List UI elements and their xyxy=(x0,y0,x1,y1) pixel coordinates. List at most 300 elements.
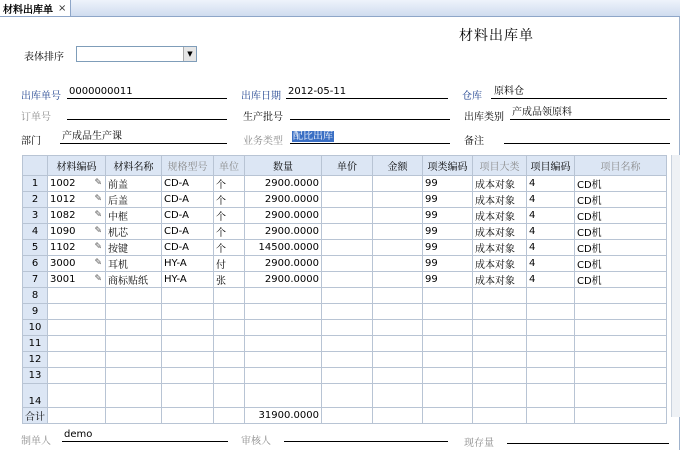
quantity-cell[interactable] xyxy=(245,384,322,408)
chevron-down-icon[interactable]: ▼ xyxy=(183,47,196,61)
unit-cell-text: 个 xyxy=(216,228,226,239)
quantity-cell[interactable] xyxy=(245,288,322,304)
project-name-cell[interactable] xyxy=(575,272,667,288)
amount-cell[interactable] xyxy=(373,240,423,256)
material-name-cell[interactable] xyxy=(106,368,162,384)
project-class-cell[interactable] xyxy=(473,176,527,192)
category-code-cell[interactable] xyxy=(423,192,473,208)
warehouse-field[interactable]: 原料仓 xyxy=(491,85,667,99)
spec-cell[interactable] xyxy=(162,336,214,352)
category-code-cell[interactable] xyxy=(423,272,473,288)
total-empty-cell xyxy=(527,408,575,424)
material-code-cell[interactable] xyxy=(48,256,106,272)
spec-cell-text: CD-A xyxy=(164,210,189,221)
project-class-cell-text: 成本对象 xyxy=(475,244,515,255)
project-class-cell[interactable] xyxy=(473,336,527,352)
amount-header[interactable]: 金额 xyxy=(373,156,423,176)
unit-price-cell[interactable] xyxy=(322,176,373,192)
material-code-cell-text: 1090 xyxy=(50,226,76,237)
table-row[interactable] xyxy=(23,192,667,208)
close-icon[interactable]: × xyxy=(58,2,67,14)
material-name-cell[interactable] xyxy=(106,384,162,408)
vertical-scrollbar[interactable] xyxy=(671,155,680,417)
date-field[interactable]: 2012-05-11 xyxy=(286,85,448,99)
row-number-text: 14 xyxy=(28,396,42,407)
unit-price-header[interactable]: 单价 xyxy=(322,156,373,176)
spec-cell[interactable] xyxy=(162,272,214,288)
row-number-text: 3 xyxy=(31,210,39,221)
material-code-cell[interactable] xyxy=(48,304,106,320)
project-class-cell[interactable] xyxy=(473,368,527,384)
project-code-cell[interactable] xyxy=(527,384,575,408)
category-code-cell[interactable] xyxy=(423,208,473,224)
auditor-label: 审核人 xyxy=(241,436,271,447)
category-code-cell-text: 99 xyxy=(425,178,438,189)
amount-cell[interactable] xyxy=(373,288,423,304)
material-name-header[interactable]: 材料名称 xyxy=(106,156,162,176)
material-code-cell[interactable] xyxy=(48,288,106,304)
project-name-cell[interactable] xyxy=(575,240,667,256)
project-name-cell-text: CD机 xyxy=(577,244,602,255)
spec-cell[interactable] xyxy=(162,192,214,208)
project-code-cell[interactable] xyxy=(527,176,575,192)
material-code-cell-text: 3001 xyxy=(50,274,76,285)
quantity-cell[interactable] xyxy=(245,320,322,336)
total-empty-cell xyxy=(423,408,473,424)
material-code-cell[interactable] xyxy=(48,208,106,224)
project-code-cell-text: 4 xyxy=(529,274,536,285)
row-number-text: 8 xyxy=(31,290,39,301)
project-code-cell[interactable] xyxy=(527,368,575,384)
sort-select[interactable] xyxy=(76,46,197,62)
table-row[interactable] xyxy=(23,272,667,288)
project-name-cell[interactable] xyxy=(575,304,667,320)
unit-cell[interactable] xyxy=(214,176,245,192)
material-name-cell[interactable] xyxy=(106,336,162,352)
unit-cell[interactable] xyxy=(214,224,245,240)
row-number-text: 10 xyxy=(28,322,42,333)
category-code-cell-text: 99 xyxy=(425,274,438,285)
quantity-cell[interactable] xyxy=(245,336,322,352)
table-row[interactable] xyxy=(23,240,667,256)
quantity-cell[interactable] xyxy=(245,304,322,320)
batch-field[interactable] xyxy=(290,106,450,120)
category-code-cell[interactable] xyxy=(423,384,473,408)
material-name-cell-text: 机芯 xyxy=(108,228,128,239)
material-name-cell[interactable] xyxy=(106,224,162,240)
sort-label: 表体排序 xyxy=(24,52,64,63)
amount-cell[interactable] xyxy=(373,304,423,320)
project-code-header[interactable]: 项目编码 xyxy=(527,156,575,176)
category-code-cell[interactable] xyxy=(423,176,473,192)
category-code-cell-text: 99 xyxy=(425,242,438,253)
unit-price-cell[interactable] xyxy=(322,288,373,304)
material-code-cell[interactable] xyxy=(48,352,106,368)
project-name-cell[interactable] xyxy=(575,352,667,368)
tab-bar xyxy=(0,0,680,17)
unit-price-cell[interactable] xyxy=(322,336,373,352)
unit-cell[interactable] xyxy=(214,352,245,368)
table-row[interactable] xyxy=(23,368,667,384)
material-name-cell-text: 后盖 xyxy=(108,196,128,207)
row-number xyxy=(23,336,48,352)
material-name-cell[interactable] xyxy=(106,352,162,368)
row-number xyxy=(23,208,48,224)
amount-cell[interactable] xyxy=(373,224,423,240)
row-number-text: 12 xyxy=(28,354,42,365)
table-row[interactable] xyxy=(23,208,667,224)
category-code-cell[interactable] xyxy=(423,256,473,272)
table-row[interactable] xyxy=(23,256,667,272)
total-empty-cell xyxy=(214,408,245,424)
unit-price-cell[interactable] xyxy=(322,192,373,208)
doc-no-label: 出库单号 xyxy=(21,91,61,102)
project-code-cell[interactable] xyxy=(527,224,575,240)
table-header xyxy=(23,156,667,176)
unit-price-cell[interactable] xyxy=(322,368,373,384)
table-row[interactable] xyxy=(23,352,667,368)
material-code-cell[interactable] xyxy=(48,320,106,336)
material-table xyxy=(22,155,667,424)
project-class-cell[interactable] xyxy=(473,208,527,224)
total-empty-cell xyxy=(322,408,373,424)
table-row[interactable] xyxy=(23,304,667,320)
row-number-text: 13 xyxy=(28,370,42,381)
quantity-cell[interactable] xyxy=(245,272,322,288)
total-empty-cell xyxy=(162,408,214,424)
project-code-cell[interactable] xyxy=(527,352,575,368)
spec-cell[interactable] xyxy=(162,240,214,256)
project-class-cell[interactable] xyxy=(473,192,527,208)
attachment-icon[interactable]: ✎ xyxy=(94,274,102,284)
spec-cell[interactable] xyxy=(162,384,214,408)
material-name-cell[interactable] xyxy=(106,288,162,304)
project-code-cell-text: 4 xyxy=(529,226,536,237)
unit-price-cell[interactable] xyxy=(322,256,373,272)
material-code-cell-text: 3000 xyxy=(50,258,76,269)
amount-cell[interactable] xyxy=(373,352,423,368)
material-name-cell[interactable] xyxy=(106,208,162,224)
remark-label: 备注 xyxy=(464,136,484,147)
unit-cell[interactable] xyxy=(214,288,245,304)
unit-cell[interactable] xyxy=(214,208,245,224)
total-label: 合计 xyxy=(23,408,48,424)
row-number xyxy=(23,384,48,408)
project-class-cell[interactable] xyxy=(473,320,527,336)
category-code-cell[interactable] xyxy=(423,320,473,336)
spec-cell[interactable] xyxy=(162,352,214,368)
total-row xyxy=(23,408,667,424)
project-name-cell[interactable] xyxy=(575,256,667,272)
amount-cell[interactable] xyxy=(373,368,423,384)
quantity-cell[interactable] xyxy=(245,176,322,192)
material-name-cell-text: 中框 xyxy=(108,212,128,223)
table-row[interactable] xyxy=(23,176,667,192)
table-row[interactable] xyxy=(23,336,667,352)
attachment-icon[interactable]: ✎ xyxy=(94,194,102,204)
unit-price-cell[interactable] xyxy=(322,352,373,368)
project-code-cell[interactable] xyxy=(527,272,575,288)
unit-cell-text: 个 xyxy=(216,244,226,255)
table-row[interactable] xyxy=(23,320,667,336)
attachment-icon[interactable]: ✎ xyxy=(94,258,102,268)
amount-cell[interactable] xyxy=(373,272,423,288)
amount-cell[interactable] xyxy=(373,176,423,192)
project-name-cell-text: CD机 xyxy=(577,276,602,287)
attachment-icon[interactable]: ✎ xyxy=(94,210,102,220)
warehouse-label: 仓库 xyxy=(462,91,482,102)
spec-cell[interactable] xyxy=(162,208,214,224)
unit-cell-text: 个 xyxy=(216,212,226,223)
spec-cell[interactable] xyxy=(162,256,214,272)
quantity-cell[interactable] xyxy=(245,368,322,384)
unit-cell-text: 张 xyxy=(216,276,226,287)
project-class-cell[interactable] xyxy=(473,240,527,256)
spec-cell-text: CD-A xyxy=(164,194,189,205)
material-name-cell[interactable] xyxy=(106,320,162,336)
project-name-cell-text: CD机 xyxy=(577,196,602,207)
spec-cell[interactable] xyxy=(162,368,214,384)
unit-price-cell[interactable] xyxy=(322,224,373,240)
quantity-cell-text: 2900.0000 xyxy=(264,194,319,205)
unit-cell[interactable] xyxy=(214,272,245,288)
quantity-cell[interactable] xyxy=(245,352,322,368)
project-class-cell-text: 成本对象 xyxy=(475,180,515,191)
quantity-cell[interactable] xyxy=(245,256,322,272)
row-number xyxy=(23,368,48,384)
category-code-cell[interactable] xyxy=(423,336,473,352)
project-name-cell[interactable] xyxy=(575,320,667,336)
project-class-cell[interactable] xyxy=(473,272,527,288)
row-number xyxy=(23,256,48,272)
project-name-cell[interactable] xyxy=(575,384,667,408)
project-code-cell[interactable] xyxy=(527,192,575,208)
project-class-cell[interactable] xyxy=(473,224,527,240)
row-number-text: 5 xyxy=(31,242,39,253)
auditor-field[interactable] xyxy=(284,428,448,442)
quantity-cell[interactable] xyxy=(245,192,322,208)
project-code-cell[interactable] xyxy=(527,336,575,352)
category-code-cell-text: 99 xyxy=(425,226,438,237)
project-code-cell[interactable] xyxy=(527,304,575,320)
unit-cell[interactable] xyxy=(214,256,245,272)
tab-material-outbound[interactable] xyxy=(0,0,71,16)
project-name-cell[interactable] xyxy=(575,176,667,192)
project-class-cell[interactable] xyxy=(473,288,527,304)
row-number xyxy=(23,288,48,304)
material-code-cell[interactable] xyxy=(48,384,106,408)
row-number-text: 1 xyxy=(31,178,39,189)
project-code-cell[interactable] xyxy=(527,208,575,224)
project-class-cell-text: 成本对象 xyxy=(475,196,515,207)
spec-header[interactable]: 规格型号 xyxy=(162,156,214,176)
category-code-header[interactable]: 项类编码 xyxy=(423,156,473,176)
material-code-cell[interactable] xyxy=(48,240,106,256)
unit-cell[interactable] xyxy=(214,384,245,408)
dept-field[interactable]: 产成品生产课 xyxy=(60,130,227,144)
biz-field[interactable] xyxy=(290,130,450,144)
row-number xyxy=(23,304,48,320)
project-name-cell[interactable] xyxy=(575,224,667,240)
table-row[interactable] xyxy=(23,384,667,408)
project-code-cell[interactable] xyxy=(527,240,575,256)
material-code-cell-text: 1102 xyxy=(50,242,76,253)
unit-cell[interactable] xyxy=(214,336,245,352)
spec-cell[interactable] xyxy=(162,176,214,192)
project-name-cell[interactable] xyxy=(575,288,667,304)
category-code-cell[interactable] xyxy=(423,304,473,320)
table-row[interactable] xyxy=(23,224,667,240)
row-number xyxy=(23,352,48,368)
project-code-cell-text: 4 xyxy=(529,258,536,269)
project-class-cell[interactable] xyxy=(473,256,527,272)
quantity-cell[interactable] xyxy=(245,240,322,256)
material-name-cell[interactable] xyxy=(106,256,162,272)
project-name-cell[interactable] xyxy=(575,368,667,384)
biz-label: 业务类型 xyxy=(243,136,283,147)
unit-header[interactable]: 单位 xyxy=(214,156,245,176)
unit-price-cell[interactable] xyxy=(322,272,373,288)
quantity-cell-text: 2900.0000 xyxy=(264,226,319,237)
project-code-cell-text: 4 xyxy=(529,242,536,253)
project-name-cell[interactable] xyxy=(575,208,667,224)
material-name-cell-text: 商标贴纸 xyxy=(108,276,148,287)
category-code-cell[interactable] xyxy=(423,368,473,384)
unit-cell[interactable] xyxy=(214,192,245,208)
category-code-cell-text: 99 xyxy=(425,210,438,221)
project-name-cell[interactable] xyxy=(575,192,667,208)
unit-price-cell[interactable] xyxy=(322,304,373,320)
row-number-text: 6 xyxy=(31,258,39,269)
order-field[interactable] xyxy=(67,106,227,120)
stock-field[interactable] xyxy=(507,430,669,444)
row-number-text: 4 xyxy=(31,226,39,237)
project-code-cell[interactable] xyxy=(527,320,575,336)
material-code-cell[interactable] xyxy=(48,272,106,288)
spec-cell[interactable] xyxy=(162,224,214,240)
table-row[interactable] xyxy=(23,288,667,304)
row-number xyxy=(23,224,48,240)
project-class-cell[interactable] xyxy=(473,352,527,368)
spec-cell-text: CD-A xyxy=(164,242,189,253)
tab-label: 材料出库单 xyxy=(3,4,53,16)
quantity-cell-text: 2900.0000 xyxy=(264,210,319,221)
category-code-cell[interactable] xyxy=(423,240,473,256)
project-code-cell[interactable] xyxy=(527,288,575,304)
project-class-cell[interactable] xyxy=(473,304,527,320)
spec-cell[interactable] xyxy=(162,320,214,336)
attachment-icon[interactable]: ✎ xyxy=(94,226,102,236)
material-name-cell[interactable] xyxy=(106,240,162,256)
amount-cell[interactable] xyxy=(373,256,423,272)
unit-cell-text: 个 xyxy=(216,196,226,207)
category-code-cell[interactable] xyxy=(423,224,473,240)
quantity-header[interactable]: 数量 xyxy=(245,156,322,176)
stock-label: 现存量 xyxy=(464,438,494,449)
unit-cell[interactable] xyxy=(214,320,245,336)
quantity-cell[interactable] xyxy=(245,224,322,240)
project-code-cell[interactable] xyxy=(527,256,575,272)
spec-cell[interactable] xyxy=(162,304,214,320)
material-code-header[interactable]: 材料编码 xyxy=(48,156,106,176)
spec-cell[interactable] xyxy=(162,288,214,304)
unit-cell[interactable] xyxy=(214,240,245,256)
material-name-cell[interactable] xyxy=(106,192,162,208)
material-code-cell[interactable] xyxy=(48,192,106,208)
project-name-cell[interactable] xyxy=(575,336,667,352)
project-name-cell-text: CD机 xyxy=(577,212,602,223)
material-code-cell[interactable] xyxy=(48,224,106,240)
spec-cell-text: CD-A xyxy=(164,226,189,237)
row-number xyxy=(23,176,48,192)
category-code-cell[interactable] xyxy=(423,352,473,368)
row-number xyxy=(23,240,48,256)
order-label: 订单号 xyxy=(21,112,51,123)
project-code-cell-text: 4 xyxy=(529,194,536,205)
project-code-cell-text: 4 xyxy=(529,178,536,189)
type-label: 出库类别 xyxy=(464,112,504,123)
unit-price-cell[interactable] xyxy=(322,240,373,256)
row-number-text: 2 xyxy=(31,194,39,205)
amount-cell[interactable] xyxy=(373,320,423,336)
row-number xyxy=(23,272,48,288)
total-empty-cell xyxy=(48,408,106,424)
quantity-cell-text: 2900.0000 xyxy=(264,274,319,285)
maker-field[interactable]: demo xyxy=(62,428,228,442)
row-number-header[interactable] xyxy=(23,156,48,176)
material-code-cell[interactable] xyxy=(48,176,106,192)
type-field[interactable]: 产成品领原料 xyxy=(510,106,670,120)
material-name-cell[interactable] xyxy=(106,272,162,288)
material-name-cell[interactable] xyxy=(106,304,162,320)
page-title: 材料出库单 xyxy=(459,28,534,44)
maker-label: 制单人 xyxy=(21,436,51,447)
project-name-header[interactable]: 项目名称 xyxy=(575,156,667,176)
attachment-icon[interactable]: ✎ xyxy=(94,178,102,188)
material-code-cell-text: 1082 xyxy=(50,210,76,221)
quantity-cell-text: 2900.0000 xyxy=(264,258,319,269)
total-empty-cell xyxy=(106,408,162,424)
quantity-cell[interactable] xyxy=(245,208,322,224)
amount-cell[interactable] xyxy=(373,336,423,352)
unit-cell[interactable] xyxy=(214,304,245,320)
unit-price-cell[interactable] xyxy=(322,384,373,408)
total-empty-cell xyxy=(473,408,527,424)
material-name-cell[interactable] xyxy=(106,176,162,192)
unit-cell[interactable] xyxy=(214,368,245,384)
material-code-cell[interactable] xyxy=(48,336,106,352)
attachment-icon[interactable]: ✎ xyxy=(94,242,102,252)
unit-price-cell[interactable] xyxy=(322,208,373,224)
category-code-cell[interactable] xyxy=(423,288,473,304)
project-class-cell[interactable] xyxy=(473,384,527,408)
spec-cell-text: HY-A xyxy=(164,274,187,285)
material-name-cell-text: 耳机 xyxy=(108,260,128,271)
unit-cell-text: 付 xyxy=(216,260,226,271)
amount-cell[interactable] xyxy=(373,208,423,224)
total-empty-cell xyxy=(373,408,423,424)
quantity-cell-text: 2900.0000 xyxy=(264,178,319,189)
amount-cell[interactable] xyxy=(373,192,423,208)
total-empty-cell xyxy=(575,408,667,424)
category-code-cell-text: 99 xyxy=(425,194,438,205)
project-class-header[interactable]: 项目大类 xyxy=(473,156,527,176)
doc-no-field[interactable]: 0000000011 xyxy=(67,85,227,99)
material-code-cell[interactable] xyxy=(48,368,106,384)
unit-price-cell[interactable] xyxy=(322,320,373,336)
remark-field[interactable] xyxy=(504,130,670,144)
amount-cell[interactable] xyxy=(373,384,423,408)
